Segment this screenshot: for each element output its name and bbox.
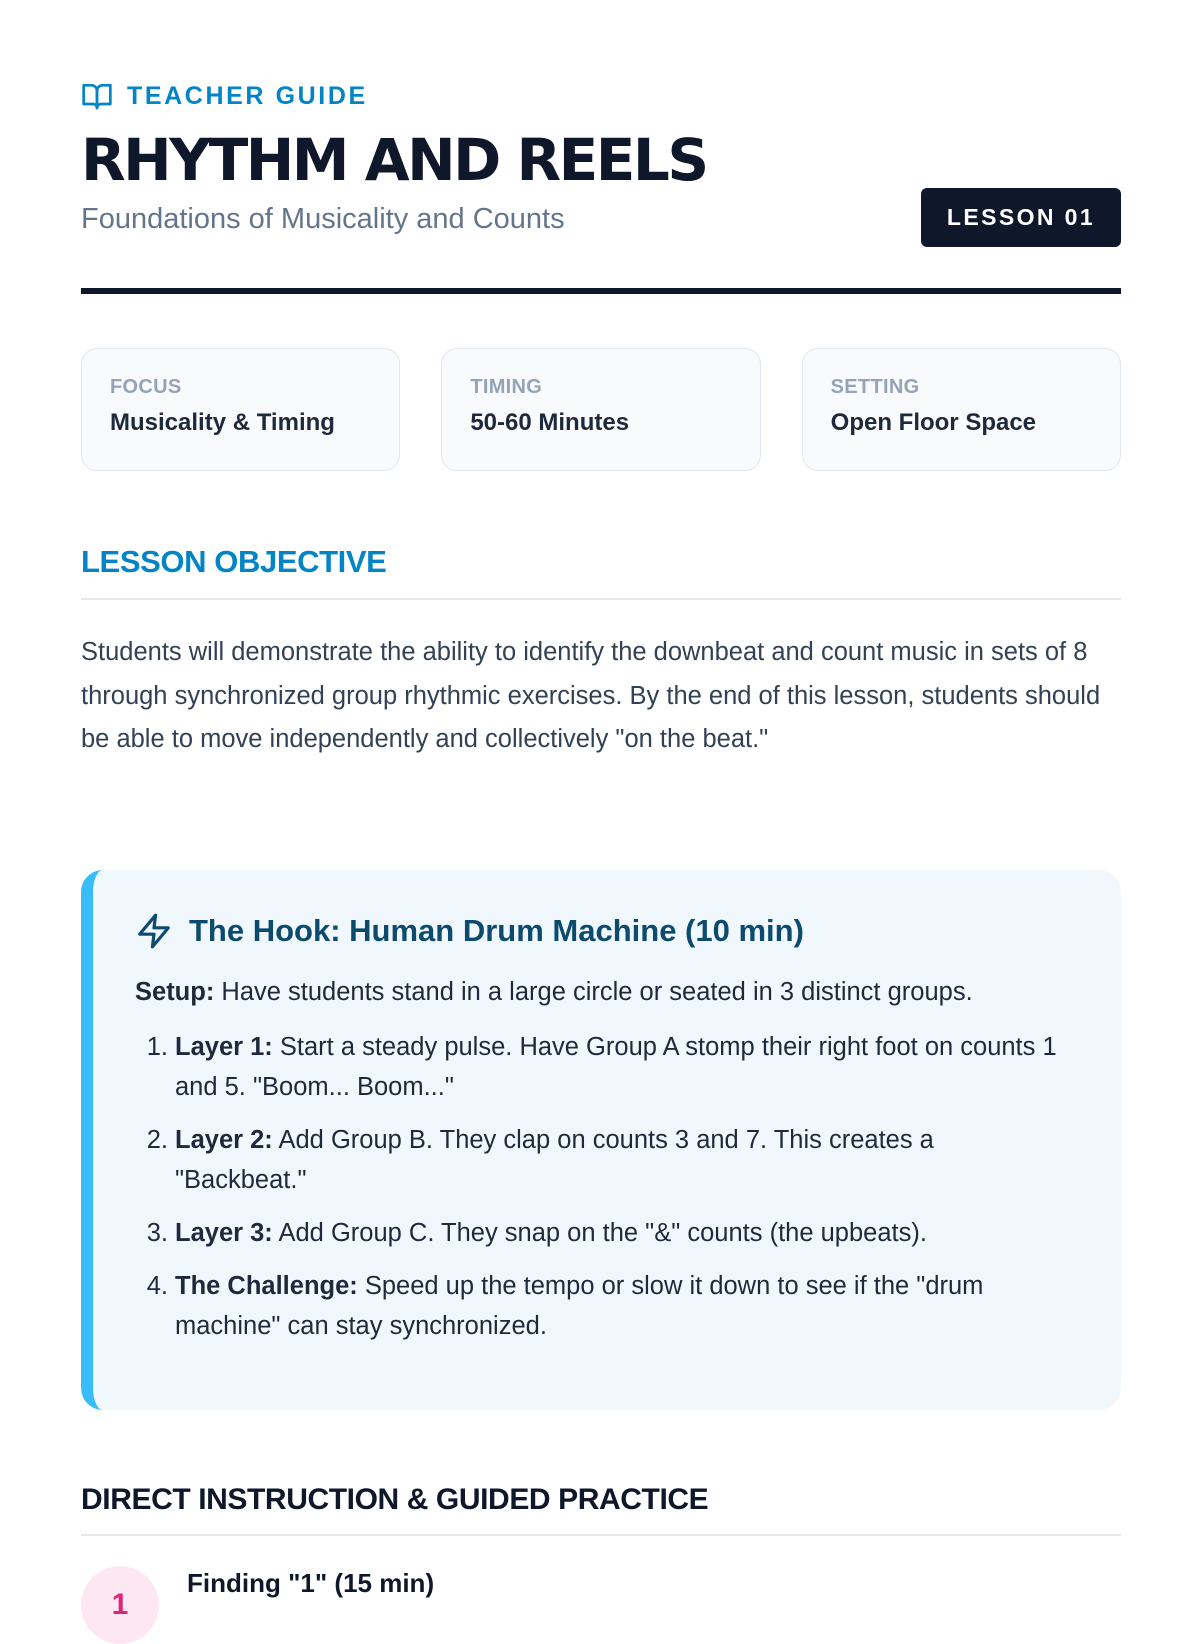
list-item bbox=[135, 1213, 1081, 1253]
meta-cards bbox=[81, 348, 1121, 471]
objective-divider bbox=[81, 598, 1121, 600]
setup-label: Setup: bbox=[135, 978, 215, 1006]
meta-label: FOCUS bbox=[110, 376, 182, 398]
step-text bbox=[175, 1027, 1081, 1107]
header-divider bbox=[81, 288, 1121, 294]
hook-callout bbox=[81, 870, 1121, 1410]
page-title: RHYTHM AND REELS bbox=[81, 126, 707, 194]
meta-value: Musicality & Timing bbox=[110, 409, 335, 436]
step-label: Layer 3: bbox=[175, 1219, 273, 1247]
lesson-badge: LESSON 01 bbox=[921, 188, 1121, 247]
step-text bbox=[175, 1213, 1081, 1253]
meta-value: 50-60 Minutes bbox=[470, 409, 630, 436]
meta-card-timing bbox=[441, 348, 760, 471]
list-item bbox=[135, 1266, 1081, 1346]
eyebrow bbox=[81, 80, 368, 112]
hook-title: The Hook: Human Drum Machine (10 min) bbox=[189, 913, 804, 948]
meta-label: TIMING bbox=[470, 376, 543, 398]
eyebrow-label: TEACHER GUIDE bbox=[127, 81, 368, 110]
hook-header bbox=[135, 912, 1081, 950]
instruction-step bbox=[81, 1566, 434, 1644]
step-body: Add Group C. They snap on the "&" counts (the upbeats). bbox=[272, 1219, 927, 1247]
step-number: 2. bbox=[146, 1126, 168, 1154]
list-item bbox=[135, 1027, 1081, 1107]
objective-text: Students will demonstrate the ability to identify the downbeat and count music in sets of 8 through synchronized group rhythmic exercises. By the end of this lesson, students should be able to move independently and collectively "on the beat." bbox=[81, 638, 1101, 753]
hook-setup bbox=[135, 978, 1081, 1007]
step-label: The Challenge: bbox=[175, 1272, 358, 1300]
objective-heading: LESSON OBJECTIVE bbox=[81, 544, 387, 579]
meta-card-focus bbox=[81, 348, 400, 471]
hook-steps bbox=[135, 1027, 1081, 1346]
step-body: Add Group B. They clap on counts 3 and 7. This creates a "Backbeat." bbox=[175, 1126, 934, 1194]
step-body: Speed up the tempo or slow it down to see if the "drum machine" can stay synchronized. bbox=[175, 1272, 984, 1340]
step-label: Layer 1: bbox=[175, 1033, 273, 1061]
meta-card-setting bbox=[802, 348, 1121, 471]
teacher-guide-page bbox=[81, 0, 1121, 1621]
step-text bbox=[175, 1266, 1081, 1346]
step-number: 1. bbox=[146, 1033, 168, 1061]
instruction-divider bbox=[81, 1534, 1121, 1536]
list-item bbox=[135, 1120, 1081, 1200]
book-open-icon bbox=[81, 80, 113, 112]
step-number: 4. bbox=[146, 1272, 168, 1300]
meta-label: SETTING bbox=[830, 376, 920, 398]
step-text bbox=[175, 1120, 1081, 1200]
step-body: Start a steady pulse. Have Group A stomp their right foot on counts 1 and 5. "Boom... Boom..." bbox=[175, 1033, 1057, 1101]
page-subtitle: Foundations of Musicality and Counts bbox=[81, 203, 565, 235]
step-number-badge: 1 bbox=[81, 1566, 159, 1644]
instruction-heading: DIRECT INSTRUCTION & GUIDED PRACTICE bbox=[81, 1483, 709, 1516]
step-label: Layer 2: bbox=[175, 1126, 273, 1154]
step-title: Finding "1" (15 min) bbox=[187, 1568, 435, 1598]
setup-text: Have students stand in a large circle or seated in 3 distinct groups. bbox=[214, 978, 973, 1006]
lightning-bolt-icon bbox=[135, 912, 173, 950]
step-number: 3. bbox=[146, 1219, 168, 1247]
meta-value: Open Floor Space bbox=[830, 409, 1037, 436]
